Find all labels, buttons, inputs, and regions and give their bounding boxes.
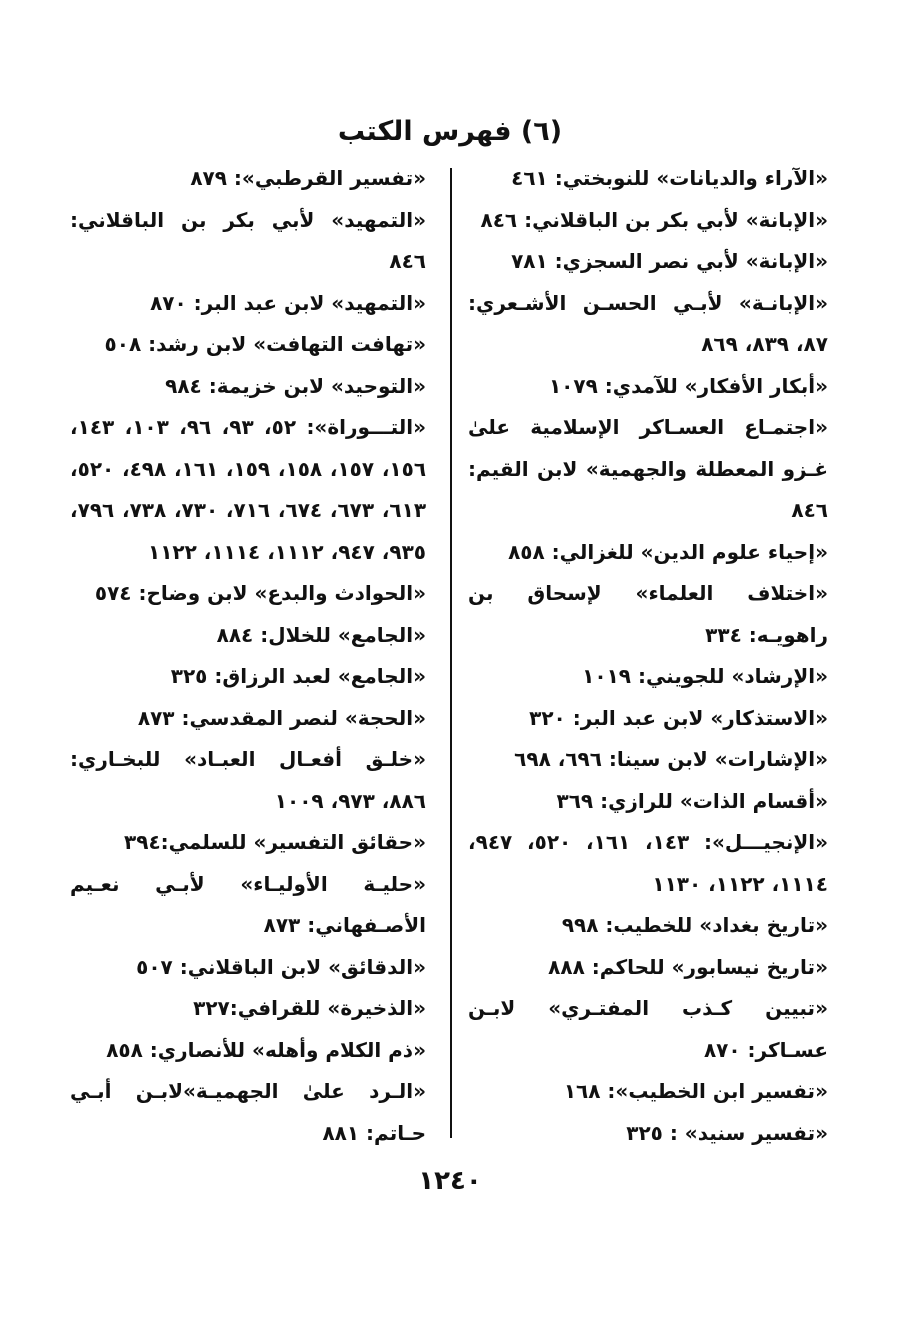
index-entry: «اختلاف العلماء» لإسحاق بن راهويـه: ٣٣٤ <box>468 581 828 647</box>
index-entry: «تاريخ نيسابور» للحاكم: ٨٨٨ <box>548 954 828 979</box>
index-entry: «حقائق التفسير» للسلمي:٣٩٤ <box>124 830 426 854</box>
index-entry: «تبيين كـذب المفتـري» لابـن عسـاكر: ٨٧٠ <box>468 996 828 1062</box>
index-entry: «الإبانة» لأبي بكر بن الباقلاني: ٨٤٦ <box>480 207 828 232</box>
index-entry: «تفسير سنيد» : ٣٢٥ <box>626 1120 828 1145</box>
index-entry: «الحوادث والبدع» لابن وضاح: ٥٧٤ <box>94 581 426 605</box>
index-entry: «الإبانة» لأبي نصر السجزي: ٧٨١ <box>511 249 828 273</box>
index-entry: «اجتمـاع العسـاكر الإسلامية علىٰ غـزو المعطلة والجهمية» لابن القيم: ٨٤٦ <box>468 415 828 522</box>
page-title: (٦) فهرس الكتب <box>337 116 563 147</box>
index-entry: «الحجة» لنصر المقدسي: ٨٧٣ <box>137 705 426 730</box>
index-entry: «ذم الكلام وأهله» للأنصاري: ٨٥٨ <box>106 1037 426 1062</box>
index-entry: «أبكار الأفكار» للآمدي: ١٠٧٩ <box>548 373 828 398</box>
index-entry: «الاستذكار» لابن عبد البر: ٣٢٠ <box>529 705 828 730</box>
index-entry: «تاريخ بغداد» للخطيب: ٩٩٨ <box>561 913 828 937</box>
index-entry: «أقسام الذات» للرازي: ٣٦٩ <box>556 788 828 813</box>
index-entry: «الآراء والديانات» للنوبختي: ٤٦١ <box>511 166 828 190</box>
index-column-left <box>70 158 426 1154</box>
column-divider <box>450 168 452 1138</box>
index-entry: «التمهيد» لأبي بكر بن الباقلاني: ٨٤٦ <box>70 207 426 273</box>
index-column-right <box>468 158 828 1154</box>
index-entry: «الجامع» للخلال: ٨٨٤ <box>216 622 426 647</box>
index-entry: «تهافت التهافت» لابن رشد: ٥٠٨ <box>104 332 426 356</box>
index-entry: «التوحيد» لابن خزيمة: ٩٨٤ <box>165 373 426 398</box>
index-entry: «حليـة الأوليـاء» لأبـي نعـيم الأصـفهاني: ٨٧٣ <box>70 871 426 937</box>
index-entry: «التمهيد» لابن عبد البر: ٨٧٠ <box>150 290 426 315</box>
index-entry: «خلـق أفعـال العبـاد» للبخـاري: ٨٨٦، ٩٧٣، ١٠٠٩ <box>70 747 426 813</box>
index-entry: «الـرد علىٰ الجهميـة»لابـن أبـي حـاتم: ٨٨١ <box>70 1079 426 1145</box>
index-entry: «الإرشاد» للجويني: ١٠١٩ <box>582 664 828 688</box>
index-entry: «الدقائق» لابن الباقلاني: ٥٠٧ <box>136 954 426 979</box>
index-entry: «الإبانـة» لأبـي الحسـن الأشـعري: ٨٧، ٨٣٩، ٨٦٩ <box>468 290 828 356</box>
index-entry: «الجامع» لعبد الرزاق: ٣٢٥ <box>170 664 426 688</box>
index-entry: «الذخيرة» للقرافي:٣٢٧ <box>193 996 426 1020</box>
page-number: ١٢٤٠ <box>418 1166 482 1196</box>
index-entry: «الإشارات» لابن سينا: ٦٩٦، ٦٩٨ <box>514 747 828 771</box>
index-entry: «الإنجيـــل»: ١٤٣، ١٦١، ٥٢٠، ٩٤٧، ١١١٤، ١١٢٢، ١١٣٠ <box>468 830 829 896</box>
index-entry: «تفسير ابن الخطيب»: ١٦٨ <box>563 1079 828 1103</box>
index-entry: «التـــوراة»: ٥٢، ٩٣، ٩٦، ١٠٣، ١٤٣، ١٥٦، ١٥٧، ١٥٨، ١٥٩، ١٦١، ٤٩٨، ٥٢٠، ٦١٣، ٦٧٣، ٦٧٤، ٧١٦، ٧٣٠، ٧٣٨، ٧٩٦، ٩٣٥، ٩٤٧، ١١١٢، ١١١٤، ١١٢٢ <box>70 415 427 564</box>
index-entry: «إحياء علوم الدين» للغزالي: ٨٥٨ <box>508 539 828 564</box>
index-entry: «تفسير القرطبي»: ٨٧٩ <box>190 166 426 190</box>
